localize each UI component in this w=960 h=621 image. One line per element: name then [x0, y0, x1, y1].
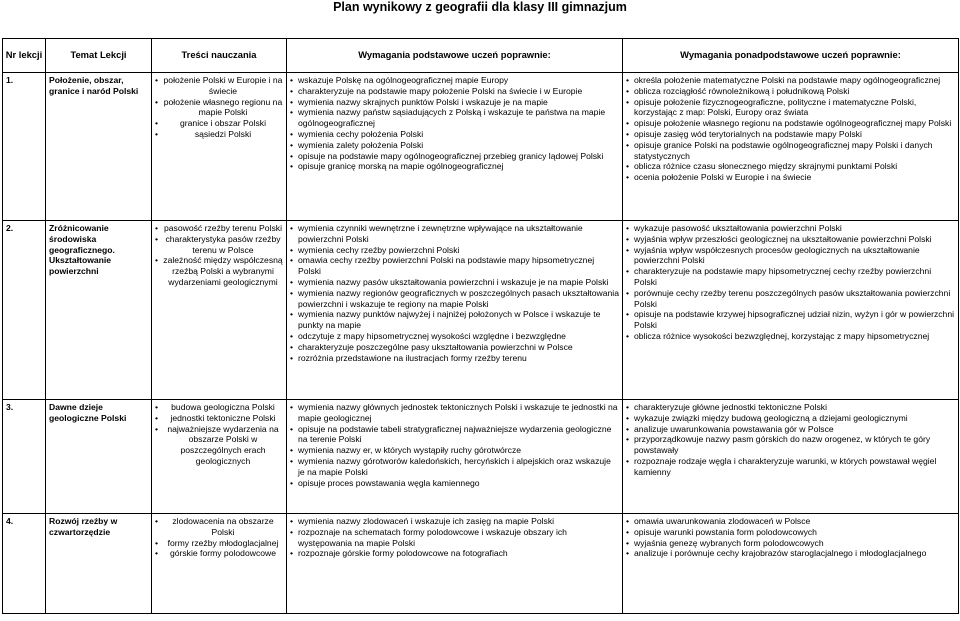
list-item: • określa położenie matematyczne Polski na podstawie mapy ogólnogeograficznej	[626, 75, 955, 86]
list-item: • opisuje zasięg wód terytorialnych na podstawie mapy Polski	[626, 129, 955, 140]
list-item: • wymienia nazwy państw sąsiadujących z Polską i wskazuje te państwa na mapie ogólnogeograficznej	[290, 107, 619, 129]
list-item: • analizuje uwarunkowania powstawania gór w Polsce	[626, 424, 955, 435]
list-item: • oblicza rozciągłość równoleżnikową i południkową Polski	[626, 86, 955, 97]
list-item: • wymienia nazwy regionów geograficznych w poszczególnych pasach ukształtowania powierzchni i wskazuje te regiony na mapie Polski	[290, 288, 619, 310]
list-item: • formy rzeźby młodoglacjalnej	[155, 538, 283, 549]
list-item: • analizuje i porównuje cechy krajobrazów staroglacjalnego i młodoglacjalnego	[626, 548, 955, 559]
header-row	[3, 39, 959, 73]
advanced-requirements	[623, 73, 959, 221]
lesson-content	[152, 221, 287, 400]
advanced-requirements	[623, 514, 959, 614]
list-item: • charakteryzuje poszczególne pasy ukształtowania powierzchni w Polsce	[290, 342, 619, 353]
list-item: • porównuje cechy rzeźby terenu poszczególnych pasów ukształtowania powierzchni Polski	[626, 288, 955, 310]
header-content: Treści nauczania	[152, 39, 287, 73]
list-item: • oblicza różnice wysokości bezwzględnej, korzystając z mapy hipsometrycznej	[626, 331, 955, 342]
list-item: • rozróżnia przedstawione na ilustracjach formy rzeźby terenu	[290, 353, 619, 364]
list-item: • wykazuje pasowość ukształtowania powierzchni Polski	[626, 223, 955, 234]
list-item: • wymienia nazwy punktów najwyżej i najniżej położonych w Polsce i wskazuje te punkty na mapie	[290, 309, 619, 331]
bullet-list	[155, 75, 283, 140]
list-item: • wyjaśnia wpływ przeszłości geologicznej na ukształtowanie powierzchni Polski	[626, 234, 955, 245]
list-item: • rozpoznaje rodzaje węgla i charakteryzuje warunki, w których powstawał węgiel kamienny	[626, 456, 955, 478]
header-topic: Temat Lekcji	[46, 39, 152, 73]
list-item: • budowa geologiczna Polski	[155, 402, 283, 413]
list-item: • opisuje na podstawie krzywej hipsograficznej udział nizin, wyżyn i gór w powierzchni Polski	[626, 309, 955, 331]
list-item: • wymienia czynniki wewnętrzne i zewnętrzne wpływające na ukształtowanie powierzchni Polski	[290, 223, 619, 245]
list-item: • zależność między współczesną rzeźbą Polski a wybranymi wydarzeniami geologicznymi	[155, 255, 283, 287]
header-advanced-requirements: Wymagania ponadpodstawowe uczeń poprawnie:	[623, 39, 959, 73]
list-item: • położenie własnego regionu na mapie Polski	[155, 97, 283, 119]
list-item: • zlodowacenia na obszarze Polski	[155, 516, 283, 538]
list-item: • wymienia nazwy zlodowaceń i wskazuje ich zasięg na mapie Polski	[290, 516, 619, 527]
lesson-number: 3.	[3, 400, 46, 514]
list-item: • rozpoznaje na schematach formy polodowcowe i wskazuje obszary ich występowania na mapie Polski	[290, 527, 619, 549]
list-item: • górskie formy polodowcowe	[155, 548, 283, 559]
page-title: Plan wynikowy z geografii dla klasy III gimnazjum	[333, 0, 627, 14]
bullet-list	[290, 223, 619, 363]
list-item: • omawia cechy rzeźby powierzchni Polski na podstawie mapy hipsometrycznej Polski	[290, 255, 619, 277]
bullet-list	[155, 402, 283, 467]
list-item: • położenie Polski w Europie i na świecie	[155, 75, 283, 97]
list-item: • granice i obszar Polski	[155, 118, 283, 129]
lesson-number: 4.	[3, 514, 46, 614]
header-nr: Nr lekcji	[3, 39, 46, 73]
basic-requirements	[287, 514, 623, 614]
list-item: • charakteryzuje główne jednostki tektoniczne Polski	[626, 402, 955, 413]
list-item: • wymienia cechy rzeźby powierzchni Polski	[290, 245, 619, 256]
list-item: • opisuje granicę morską na mapie ogólnogeograficznej	[290, 161, 619, 172]
list-item: • opisuje proces powstawania węgla kamiennego	[290, 478, 619, 489]
list-item: • wyjaśnia genezę wybranych form polodowcowych	[626, 538, 955, 549]
bullet-list	[290, 402, 619, 488]
bullet-list	[626, 516, 955, 559]
list-item: • rozpoznaje górskie formy polodowcowe na fotografiach	[290, 548, 619, 559]
bullet-list	[626, 75, 955, 183]
list-item: • wyjaśnia wpływ współczesnych procesów geologicznych na ukształtowanie powierzchni Polski	[626, 245, 955, 267]
list-item: • wymienia zalety położenia Polski	[290, 140, 619, 151]
list-item: • wymienia cechy położenia Polski	[290, 129, 619, 140]
list-item: • wymienia nazwy skrajnych punktów Polski i wskazuje je na mapie	[290, 97, 619, 108]
lesson-number: 1.	[3, 73, 46, 221]
lesson-topic: Rozwój rzeźby w czwartorzędzie	[46, 514, 152, 614]
list-item: • wymienia nazwy pasów ukształtowania powierzchni i wskazuje je na mapie Polski	[290, 277, 619, 288]
basic-requirements	[287, 73, 623, 221]
lesson-topic: Dawne dzieje geologiczne Polski	[46, 400, 152, 514]
list-item: • wymienia nazwy głównych jednostek tektonicznych Polski i wskazuje te jednostki na mapie geologicznej	[290, 402, 619, 424]
list-item: • przyporządkowuje nazwy pasm górskich do nazw orogenez, w których te góry powstawały	[626, 434, 955, 456]
list-item: • opisuje położenie własnego regionu na podstawie ogólnogeograficznej mapy Polski	[626, 118, 955, 129]
list-item: • charakteryzuje na podstawie mapy hipsometrycznej cechy rzeźby powierzchni Polski	[626, 266, 955, 288]
header-basic-requirements: Wymagania podstawowe uczeń poprawnie:	[287, 39, 623, 73]
bullet-list	[290, 516, 619, 559]
bullet-list	[626, 402, 955, 478]
lesson-number: 2.	[3, 221, 46, 400]
list-item: • oblicza różnice czasu słonecznego między skrajnymi punktami Polski	[626, 161, 955, 172]
list-item: • sąsiedzi Polski	[155, 129, 283, 140]
bullet-list	[155, 223, 283, 288]
advanced-requirements	[623, 400, 959, 514]
lesson-topic: Położenie, obszar, granice i naród Polski	[46, 73, 152, 221]
list-item: • charakterystyka pasów rzeźby terenu w Polsce	[155, 234, 283, 256]
list-item: • wskazuje Polskę na ogólnogeograficznej mapie Europy	[290, 75, 619, 86]
plan-table	[2, 38, 959, 614]
bullet-list	[626, 223, 955, 342]
list-item: • omawia uwarunkowania zlodowaceń w Polsce	[626, 516, 955, 527]
list-item: • odczytuje z mapy hipsometrycznej wysokości względne i bezwzględne	[290, 331, 619, 342]
list-item: • wymienia nazwy górotworów kaledońskich, hercyńskich i alpejskich oraz wskazuje je na mapie Polski	[290, 456, 619, 478]
list-item: • charakteryzuje na podstawie mapy położenie Polski na świecie i w Europie	[290, 86, 619, 97]
lesson-content	[152, 400, 287, 514]
list-item: • jednostki tektoniczne Polski	[155, 413, 283, 424]
basic-requirements	[287, 221, 623, 400]
list-item: • opisuje na podstawie tabeli stratygraficznej najważniejsze wydarzenia geologiczne na terenie Polski	[290, 424, 619, 446]
basic-requirements	[287, 400, 623, 514]
list-item: • pasowość rzeźby terenu Polski	[155, 223, 283, 234]
table-row	[3, 221, 959, 400]
table-row	[3, 400, 959, 514]
bullet-list	[290, 75, 619, 172]
list-item: • opisuje warunki powstania form polodowcowych	[626, 527, 955, 538]
list-item: • wymienia nazwy er, w których wystąpiły ruchy górotwórcze	[290, 445, 619, 456]
list-item: • wykazuje związki między budową geologiczną a dziejami geologicznymi	[626, 413, 955, 424]
list-item: • ocenia położenie Polski w Europie i na świecie	[626, 172, 955, 183]
table-row	[3, 514, 959, 614]
advanced-requirements	[623, 221, 959, 400]
list-item: • opisuje na podstawie mapy ogólnogeograficznej przebieg granicy lądowej Polski	[290, 151, 619, 162]
list-item: • opisuje granice Polski na podstawie ogólnogeograficznej mapy Polski i danych statystycznych	[626, 140, 955, 162]
bullet-list	[155, 516, 283, 559]
lesson-content	[152, 514, 287, 614]
lesson-content	[152, 73, 287, 221]
lesson-topic: Zróżnicowanie środowiska geograficznego. Ukształtowanie powierzchni	[46, 221, 152, 400]
table-row	[3, 73, 959, 221]
list-item: • najważniejsze wydarzenia na obszarze Polski w poszczególnych erach geologicznych	[155, 424, 283, 467]
list-item: • opisuje położenie fizycznogeograficzne, polityczne i matematyczne Polski, korzystając z map: Polski, Europy oraz świata	[626, 97, 955, 119]
